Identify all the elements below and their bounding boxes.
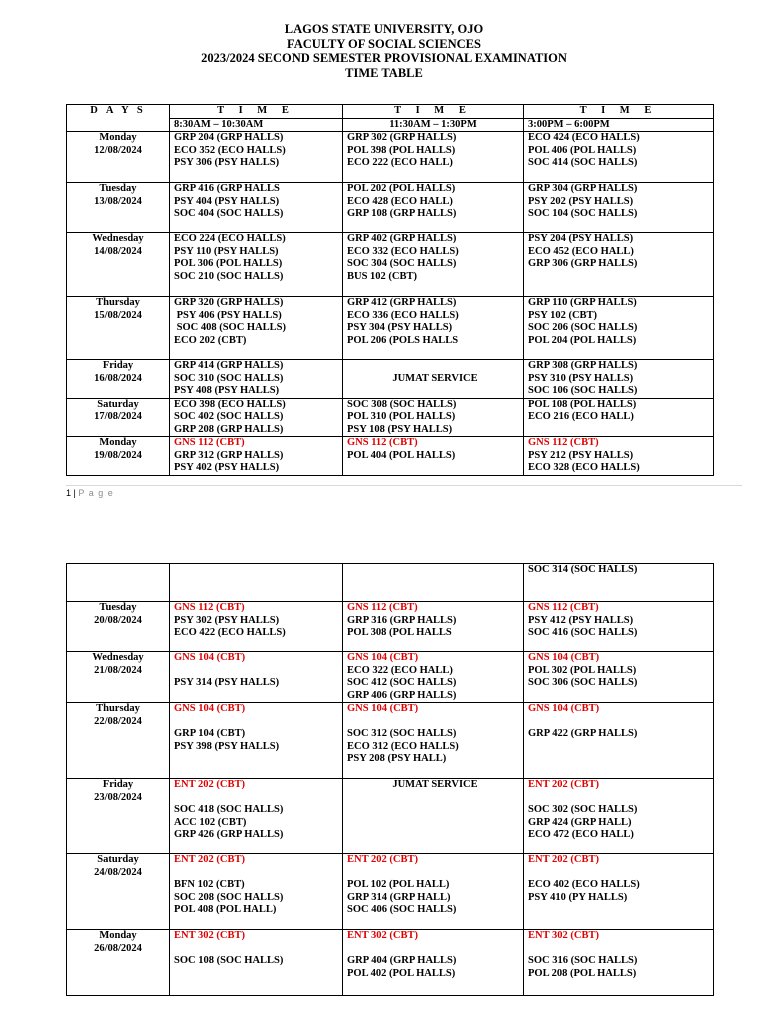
course-entry: PSY 302 (PSY HALLS)	[174, 614, 280, 626]
course-entry: POL 108 (POL HALLS)	[528, 398, 637, 410]
course-entry: GRP 316 (GRP HALLS)	[347, 614, 457, 626]
table-row	[67, 930, 714, 996]
day-date: 12/08/2024	[94, 144, 142, 156]
day-date: 26/08/2024	[94, 942, 142, 954]
s1-cell	[170, 132, 343, 183]
course-entry: ECO 312 (ECO HALLS)	[347, 740, 459, 752]
s3-cell	[524, 398, 714, 437]
course-entry: PSY 314 (PSY HALLS)	[174, 677, 280, 688]
course-entry: SOC 404 (SOC HALLS)	[174, 208, 284, 219]
s2-cell	[343, 779, 524, 854]
table-row	[67, 233, 714, 297]
course-entry: GRP 404 (GRP HALLS)	[347, 955, 457, 966]
course-entry: ECO 202 (CBT)	[174, 334, 247, 346]
day-name: Monday	[99, 437, 137, 448]
course-entry: PSY 304 (PSY HALLS)	[347, 322, 453, 333]
course-entry: SOC 310 (SOC HALLS)	[174, 372, 284, 384]
course-entry: SOC 210 (SOC HALLS)	[174, 270, 284, 282]
course-entry: SOC 316 (SOC HALLS)	[528, 955, 638, 966]
s1-cell	[170, 297, 343, 360]
course-entry: GRP 208 (GRP HALLS)	[174, 423, 284, 435]
course-entry: GRP 108 (GRP HALLS)	[347, 208, 457, 219]
course-entry: SOC 312 (SOC HALLS)	[347, 728, 457, 739]
s2-cell	[343, 930, 524, 996]
day-cell	[67, 564, 170, 602]
course-entry: SOC 302 (SOC HALLS)	[528, 804, 638, 815]
s1-cell	[170, 930, 343, 996]
day-cell	[67, 398, 170, 437]
day-date: 13/08/2024	[94, 195, 142, 207]
course-cbt-common: GNS 112 (CBT)	[174, 602, 245, 613]
course-entry: ECO 328 (ECO HALLS)	[528, 462, 640, 473]
s2-cell	[343, 437, 524, 476]
course-entry: PSY 208 (PSY HALL)	[347, 753, 447, 764]
day-cell	[67, 132, 170, 183]
day-cell	[67, 779, 170, 854]
s1-cell	[170, 602, 343, 652]
s1-cell	[170, 854, 343, 930]
course-cbt-common: GNS 112 (CBT)	[528, 437, 599, 448]
slot3-time: 3:00PM – 6:00PM	[524, 118, 713, 131]
course-cbt-common: ENT 202 (CBT)	[528, 854, 599, 865]
s1-cell	[170, 779, 343, 854]
s2-cell	[343, 360, 524, 399]
jumat-service: JUMAT SERVICE	[392, 372, 478, 384]
page-footer	[66, 487, 114, 500]
course-entry	[347, 867, 523, 880]
s2-cell	[343, 132, 524, 183]
day-cell	[67, 703, 170, 779]
course-entry: SOC 304 (SOC HALLS)	[347, 258, 457, 269]
course-entry: POL 302 (POL HALLS)	[528, 664, 637, 676]
jumat-service: JUMAT SERVICE	[392, 779, 478, 790]
s1-cell	[170, 398, 343, 437]
course-entry: PSY 306 (PSY HALLS)	[174, 157, 280, 168]
s1-cell	[170, 437, 343, 476]
course-cbt-common: ENT 202 (CBT)	[347, 854, 418, 865]
course-entry: POL 306 (POL HALLS)	[174, 258, 283, 269]
course-entry: SOC 416 (SOC HALLS)	[528, 627, 638, 638]
day-name: Friday	[102, 779, 134, 790]
course-entry: PSY 406 (PSY HALLS)	[174, 309, 282, 321]
exam-title: 2023/2024 SECOND SEMESTER PROVISIONAL EXAMINATION	[201, 51, 567, 65]
s2-cell	[343, 297, 524, 360]
s1-cell	[170, 233, 343, 297]
course-entry: ECO 216 (ECO HALL)	[528, 411, 634, 422]
day-name: Tuesday	[99, 602, 137, 613]
course-entry: POL 208 (POL HALLS)	[528, 967, 637, 979]
slot2-time: 11:30AM – 1:30PM	[343, 118, 523, 131]
s3-cell	[524, 703, 714, 779]
course-entry: PSY 402 (PSY HALLS)	[174, 462, 280, 473]
course-entry: ECO 422 (ECO HALLS)	[174, 627, 286, 638]
day-cell	[67, 360, 170, 399]
course-cbt-common: GNS 104 (CBT)	[347, 652, 419, 663]
course-entry: GRP 320 (GRP HALLS)	[174, 297, 284, 308]
course-entry: GRP 424 (GRP HALL)	[528, 816, 632, 828]
course-entry	[174, 716, 342, 729]
course-entry: SOC 418 (SOC HALLS)	[174, 804, 284, 815]
course-entry: GRP 414 (GRP HALLS)	[174, 360, 284, 371]
day-date: 17/08/2024	[94, 411, 142, 422]
course-cbt-common: ENT 202 (CBT)	[528, 779, 599, 790]
course-entry: ECO 402 (ECO HALLS)	[528, 879, 640, 890]
course-cbt-common: GNS 104 (CBT)	[528, 652, 600, 663]
course-entry: GRP 412 (GRP HALLS)	[347, 297, 457, 308]
course-entry: PSY 204 (PSY HALLS)	[528, 233, 634, 244]
s3-cell	[524, 779, 714, 854]
day-date: 19/08/2024	[94, 449, 142, 461]
course-cbt-common: GNS 104 (CBT)	[347, 703, 419, 714]
day-name: Friday	[102, 360, 134, 371]
course-cbt-common: ENT 202 (CBT)	[174, 779, 245, 790]
s3-cell	[524, 233, 714, 297]
day-cell	[67, 233, 170, 297]
course-cbt-common: GNS 112 (CBT)	[347, 602, 418, 613]
course-cbt-common: GNS 112 (CBT)	[174, 437, 245, 448]
days-label: D A Y S	[90, 105, 146, 116]
course-entry	[528, 867, 713, 880]
course-cbt-common: GNS 112 (CBT)	[528, 602, 599, 613]
table-row	[67, 602, 714, 652]
course-entry: PSY 410 (PY HALLS)	[528, 891, 628, 903]
table-header-row	[67, 105, 714, 132]
course-entry: POL 404 (POL HALLS)	[347, 449, 456, 461]
course-entry: SOC 314 (SOC HALLS)	[528, 564, 638, 575]
course-entry: SOC 308 (SOC HALLS)	[347, 398, 457, 410]
day-date: 14/08/2024	[94, 245, 142, 257]
course-entry: SOC 406 (SOC HALLS)	[347, 904, 457, 915]
s2-cell	[343, 398, 524, 437]
table-row	[67, 703, 714, 779]
course-entry	[174, 943, 342, 956]
course-entry: GRP 304 (GRP HALLS)	[528, 183, 638, 194]
course-entry: ECO 428 (ECO HALL)	[347, 195, 453, 207]
day-name: Wednesday	[92, 652, 144, 663]
course-entry: POL 310 (POL HALLS)	[347, 411, 456, 422]
course-entry: POL 402 (POL HALLS)	[347, 967, 456, 979]
s2-cell	[343, 703, 524, 779]
course-entry: GRP 110 (GRP HALLS)	[528, 297, 637, 308]
footer-separator	[66, 485, 742, 486]
day-cell	[67, 930, 170, 996]
course-cbt-common: GNS 104 (CBT)	[528, 703, 600, 714]
s3-cell	[524, 360, 714, 399]
course-entry	[528, 716, 713, 729]
course-entry: ECO 452 (ECO HALL)	[528, 245, 634, 257]
time-header-slot2	[343, 105, 524, 132]
page-number: 1	[66, 488, 72, 498]
s3-cell	[524, 930, 714, 996]
s3-cell	[524, 297, 714, 360]
s3-cell	[524, 183, 714, 233]
course-entry: SOC 104 (SOC HALLS)	[528, 208, 638, 219]
table-row	[67, 297, 714, 360]
table-row	[67, 360, 714, 399]
day-name: Saturday	[97, 854, 139, 865]
course-entry: ECO 336 (ECO HALLS)	[347, 309, 459, 321]
course-entry: ECO 332 (ECO HALLS)	[347, 245, 459, 257]
course-entry	[528, 943, 713, 956]
day-cell	[67, 437, 170, 476]
course-entry	[528, 792, 713, 805]
course-entry: POL 398 (POL HALLS)	[347, 144, 456, 156]
s3-cell	[524, 602, 714, 652]
course-entry: GRP 422 (GRP HALLS)	[528, 728, 638, 739]
s1-cell	[170, 564, 343, 602]
course-entry: POL 204 (POL HALLS)	[528, 334, 637, 346]
day-cell	[67, 854, 170, 930]
course-entry: SOC 306 (SOC HALLS)	[528, 677, 638, 688]
course-cbt-common: ENT 302 (CBT)	[174, 930, 245, 941]
course-entry: PSY 102 (CBT)	[528, 309, 598, 321]
day-date: 24/08/2024	[94, 866, 142, 878]
document-header	[0, 22, 768, 80]
s3-cell	[524, 564, 714, 602]
course-entry: PSY 202 (PSY HALLS)	[528, 195, 634, 207]
day-name: Thursday	[96, 297, 140, 308]
day-cell	[67, 652, 170, 703]
course-entry: SOC 208 (SOC HALLS)	[174, 891, 284, 903]
course-entry: SOC 414 (SOC HALLS)	[528, 157, 638, 168]
course-entry	[347, 943, 523, 956]
course-entry: GRP 302 (GRP HALLS)	[347, 132, 457, 143]
course-entry: SOC 402 (SOC HALLS)	[174, 411, 284, 422]
timetable-page-1	[66, 104, 714, 476]
course-entry: POL 406 (POL HALLS)	[528, 144, 637, 156]
course-entry: PSY 212 (PSY HALLS)	[528, 449, 634, 461]
course-entry: PSY 404 (PSY HALLS)	[174, 195, 280, 207]
course-cbt-common: GNS 104 (CBT)	[174, 652, 246, 663]
faculty-name: FACULTY OF SOCIAL SCIENCES	[287, 36, 481, 51]
time-label: T I M E	[217, 105, 295, 116]
day-date: 22/08/2024	[94, 715, 142, 727]
course-entry: GRP 312 (GRP HALLS)	[174, 449, 284, 461]
course-entry: GRP 402 (GRP HALLS)	[347, 233, 457, 244]
course-entry: ECO 222 (ECO HALL)	[347, 157, 453, 168]
s1-cell	[170, 360, 343, 399]
course-entry: GRP 416 (GRP HALLS	[174, 183, 280, 194]
day-date: 15/08/2024	[94, 309, 142, 321]
course-entry: SOC 206 (SOC HALLS)	[528, 322, 638, 333]
table-row	[67, 564, 714, 602]
course-entry: GRP 426 (GRP HALLS)	[174, 829, 284, 840]
timetable-page-2	[66, 563, 714, 996]
day-date: 21/08/2024	[94, 664, 142, 676]
course-entry: POL 408 (POL HALL)	[174, 904, 277, 915]
course-entry: GRP 104 (CBT)	[174, 728, 246, 739]
footer-separator-text: |	[71, 488, 79, 498]
days-header	[67, 105, 170, 132]
course-entry: POL 202 (POL HALLS)	[347, 183, 456, 194]
day-cell	[67, 297, 170, 360]
course-entry: PSY 108 (PSY HALLS)	[347, 423, 453, 435]
time-label: T I M E	[579, 105, 658, 116]
course-entry	[174, 867, 342, 880]
day-cell	[67, 602, 170, 652]
course-entry	[347, 716, 523, 729]
course-entry: SOC 408 (SOC HALLS)	[174, 322, 287, 333]
table-row	[67, 183, 714, 233]
course-entry: ECO 424 (ECO HALLS)	[528, 132, 640, 143]
university-name: LAGOS STATE UNIVERSITY, OJO	[284, 22, 484, 36]
course-entry	[174, 792, 342, 805]
page-word: P a g e	[78, 488, 114, 498]
day-name: Thursday	[96, 703, 140, 714]
day-date: 23/08/2024	[94, 791, 142, 803]
course-cbt-common: ENT 202 (CBT)	[174, 854, 245, 865]
slot1-time: 8:30AM – 10:30AM	[170, 118, 342, 131]
course-entry: GRP 308 (GRP HALLS)	[528, 360, 638, 371]
course-entry: POL 206 (POLS HALLS	[347, 334, 459, 346]
s2-cell	[343, 564, 524, 602]
course-entry: ECO 322 (ECO HALL)	[347, 664, 453, 676]
table-row	[67, 854, 714, 930]
day-cell	[67, 183, 170, 233]
course-entry: ECO 398 (ECO HALLS)	[174, 398, 286, 410]
s1-cell	[170, 703, 343, 779]
course-entry: GRP 406 (GRP HALLS)	[347, 689, 457, 701]
day-name: Tuesday	[99, 183, 137, 194]
course-entry: SOC 106 (SOC HALLS)	[528, 385, 638, 396]
s2-cell	[343, 602, 524, 652]
s3-cell	[524, 132, 714, 183]
table-row	[67, 398, 714, 437]
day-name: Monday	[99, 132, 137, 143]
table-row	[67, 437, 714, 476]
course-entry: SOC 412 (SOC HALLS)	[347, 677, 457, 688]
day-name: Monday	[99, 930, 137, 941]
timetable-title: TIME TABLE	[345, 65, 423, 80]
time-header-slot1	[170, 105, 343, 132]
course-entry: GRP 314 (GRP HALL)	[347, 891, 451, 903]
s2-cell	[343, 854, 524, 930]
course-entry: GRP 204 (GRP HALLS)	[174, 132, 284, 143]
course-entry: BFN 102 (CBT)	[174, 879, 245, 890]
course-entry: POL 308 (POL HALLS	[347, 627, 452, 638]
course-entry: PSY 110 (PSY HALLS)	[174, 245, 279, 257]
course-entry: GRP 306 (GRP HALLS)	[528, 258, 638, 269]
time-header-slot3	[524, 105, 714, 132]
course-cbt-common: GNS 104 (CBT)	[174, 703, 246, 714]
table-row	[67, 652, 714, 703]
s3-cell	[524, 652, 714, 703]
course-entry: PSY 310 (PSY HALLS)	[528, 372, 634, 384]
s3-cell	[524, 854, 714, 930]
day-name: Saturday	[97, 398, 139, 410]
table-row	[67, 132, 714, 183]
course-entry: ECO 224 (ECO HALLS)	[174, 233, 286, 244]
course-entry: BUS 102 (CBT)	[347, 270, 418, 282]
course-entry: PSY 412 (PSY HALLS)	[528, 614, 634, 626]
s2-cell	[343, 183, 524, 233]
day-date: 20/08/2024	[94, 614, 142, 626]
s3-cell	[524, 437, 714, 476]
course-entry: POL 102 (POL HALL)	[347, 879, 450, 890]
course-entry: ACC 102 (CBT)	[174, 816, 247, 828]
s1-cell	[170, 183, 343, 233]
table-row	[67, 779, 714, 854]
day-date: 16/08/2024	[94, 372, 142, 384]
course-entry: ECO 472 (ECO HALL)	[528, 829, 634, 840]
course-entry: SOC 108 (SOC HALLS)	[174, 955, 284, 966]
course-cbt-common: GNS 112 (CBT)	[347, 437, 418, 448]
course-cbt-common: ENT 302 (CBT)	[347, 930, 418, 941]
course-entry: PSY 408 (PSY HALLS)	[174, 385, 280, 396]
day-name: Wednesday	[92, 233, 144, 244]
course-entry: PSY 398 (PSY HALLS)	[174, 740, 280, 752]
s2-cell	[343, 233, 524, 297]
s1-cell	[170, 652, 343, 703]
course-entry	[174, 665, 342, 678]
course-entry: ECO 352 (ECO HALLS)	[174, 144, 286, 156]
course-cbt-common: ENT 302 (CBT)	[528, 930, 599, 941]
time-label: T I M E	[394, 105, 472, 116]
s2-cell	[343, 652, 524, 703]
